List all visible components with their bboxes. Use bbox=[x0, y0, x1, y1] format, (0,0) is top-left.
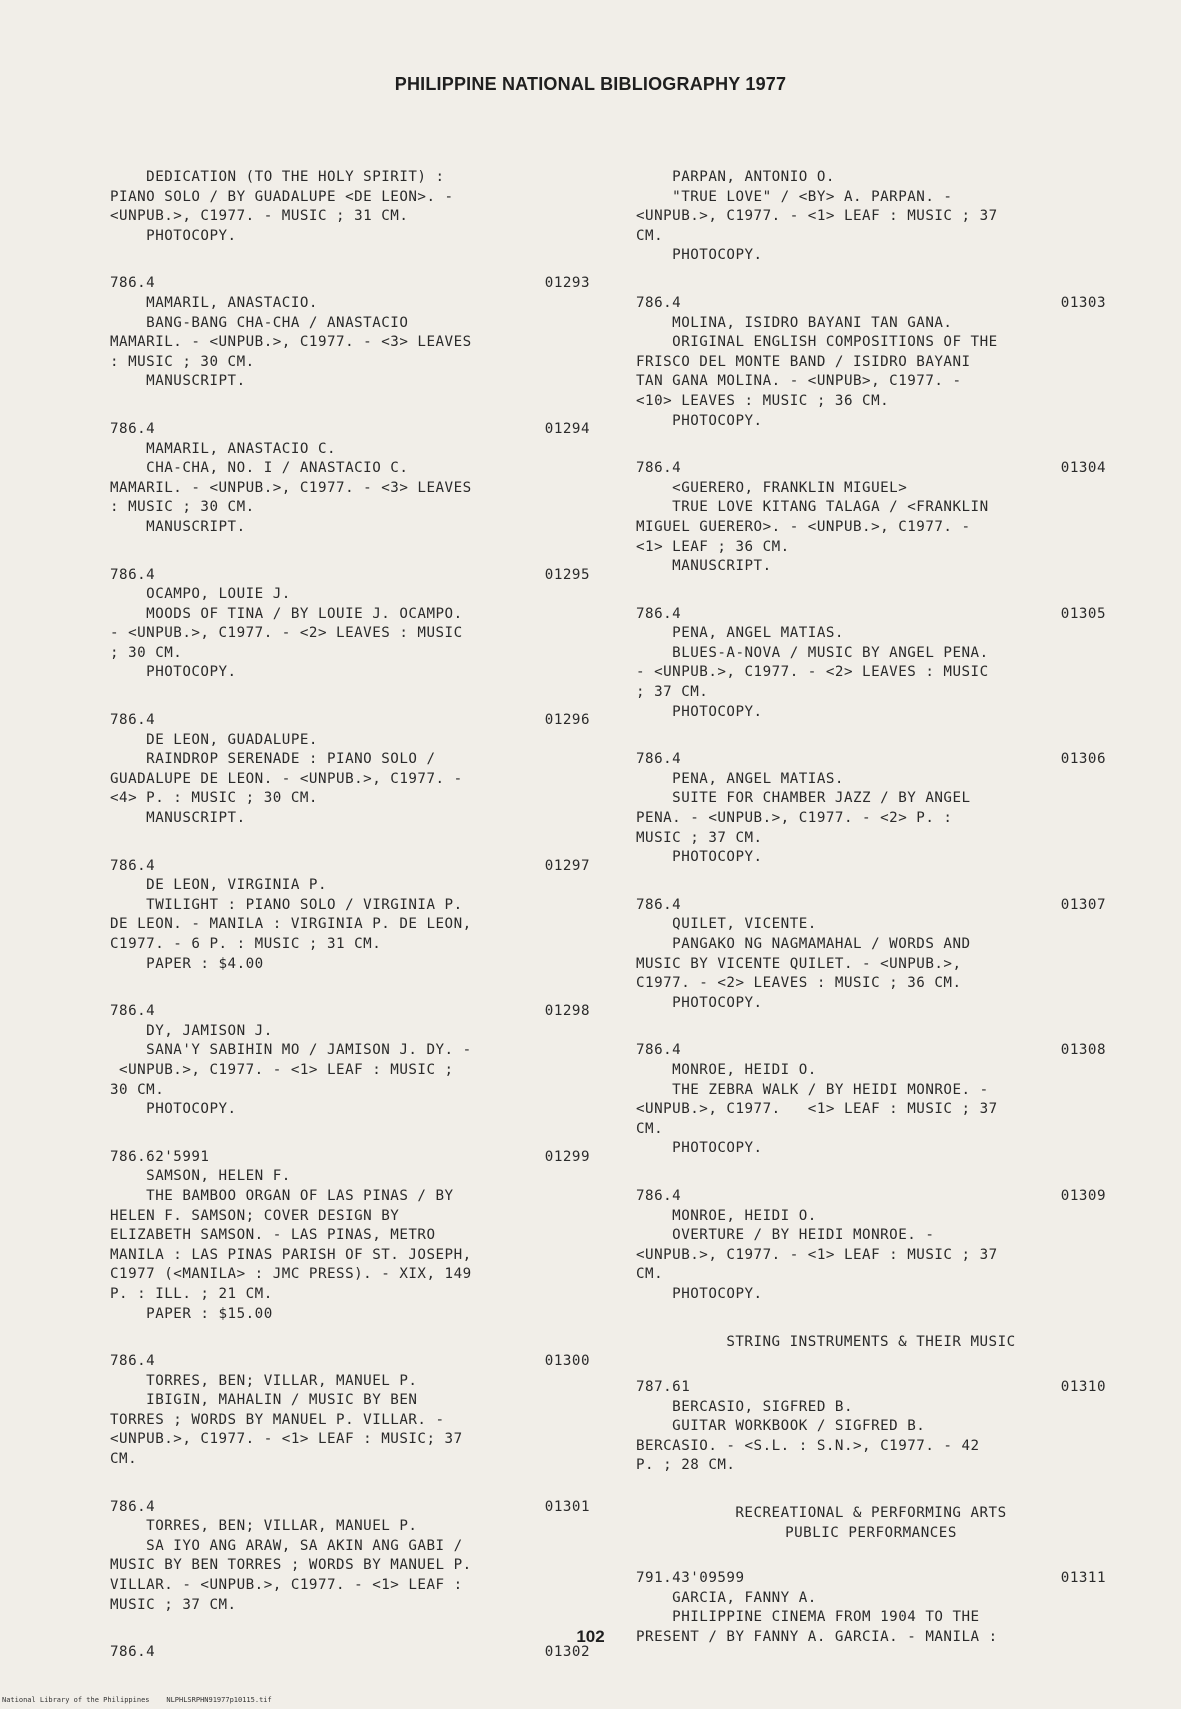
entry-line: PAPER : $4.00 bbox=[110, 955, 264, 972]
call-number: 786.4 bbox=[636, 751, 682, 768]
entry-line: ELIZABETH SAMSON. - LAS PINAS, METRO bbox=[110, 1227, 436, 1244]
entry-line: TRUE LOVE KITANG TALAGA / <FRANKLIN bbox=[636, 499, 989, 516]
entry-number: 01293 bbox=[544, 275, 590, 292]
entry-line: MANUSCRIPT. bbox=[110, 518, 246, 535]
entry-line: PANGAKO NG NAGMAMAHAL / WORDS AND bbox=[636, 936, 971, 952]
entry-header bbox=[636, 459, 1106, 479]
entry-line: FRISCO DEL MONTE BAND / ISIDRO BAYANI bbox=[636, 353, 971, 370]
call-number: 787.61 bbox=[636, 1379, 691, 1396]
entry-line: PRESENT / BY FANNY A. GARCIA. - MANILA : bbox=[636, 1629, 998, 1646]
call-number: 786.4 bbox=[636, 294, 682, 311]
entry-line: GARCIA, FANNY A. bbox=[636, 1589, 817, 1606]
entry-number: 01310 bbox=[1060, 1379, 1106, 1396]
bibliography-entry bbox=[636, 896, 1106, 1014]
subject-heading bbox=[636, 1504, 1106, 1543]
entry-line: <GUERERO, FRANKLIN MIGUEL> bbox=[636, 479, 908, 496]
entry-header bbox=[636, 1041, 1106, 1061]
entry-line: CM. bbox=[636, 227, 664, 244]
call-number: 786.4 bbox=[110, 275, 156, 292]
entry-line: PHOTOCOPY. bbox=[636, 849, 763, 866]
entry-line: DE LEON. - MANILA : VIRGINIA P. DE LEON, bbox=[110, 916, 472, 933]
entry-line: GUADALUPE DE LEON. - <UNPUB.>, C1977. - bbox=[110, 770, 463, 787]
entry-number: 01308 bbox=[1060, 1042, 1106, 1059]
subject-heading bbox=[636, 1333, 1106, 1353]
entry-header bbox=[110, 274, 590, 294]
entry-line: MUSIC BY BEN TORRES ; WORDS BY MANUEL P. bbox=[110, 1557, 472, 1574]
entry-line: IBIGIN, MAHALIN / MUSIC BY BEN bbox=[110, 1392, 418, 1409]
entry-line: DY, JAMISON J. bbox=[110, 1022, 273, 1039]
entry-line: - <UNPUB.>, C1977. - <2> LEAVES : MUSIC bbox=[636, 664, 989, 681]
bibliography-entry bbox=[636, 1378, 1106, 1476]
entry-line: MOLINA, ISIDRO BAYANI TAN GANA. bbox=[636, 314, 953, 331]
entry-line: <1> LEAF ; 36 CM. bbox=[636, 538, 790, 555]
entry-line: PHOTOCOPY. bbox=[636, 1140, 763, 1157]
call-number: 786.4 bbox=[636, 605, 682, 622]
bibliography-entry bbox=[110, 274, 590, 392]
entry-number: 01296 bbox=[544, 712, 590, 729]
entry-line: HELEN F. SAMSON; COVER DESIGN BY bbox=[110, 1207, 400, 1224]
entry-line: MAMARIL, ANASTACIO. bbox=[110, 294, 318, 311]
entry-line: PENA, ANGEL MATIAS. bbox=[636, 625, 844, 642]
entry-line: MUSIC ; 37 CM. bbox=[110, 1596, 237, 1613]
entry-number: 01294 bbox=[544, 420, 590, 437]
entry-line: : MUSIC ; 30 CM. bbox=[110, 499, 255, 516]
entry-line: <UNPUB.>, C1977. - <1> LEAF : MUSIC ; 37 bbox=[636, 208, 998, 225]
call-number: 786.4 bbox=[110, 1003, 156, 1020]
entry-number: 01302 bbox=[544, 1644, 590, 1661]
entry-line: TORRES, BEN; VILLAR, MANUEL P. bbox=[110, 1518, 418, 1535]
entry-number: 01311 bbox=[1060, 1570, 1106, 1587]
entry-line: MANUSCRIPT. bbox=[110, 373, 246, 390]
call-number: 786.4 bbox=[636, 1042, 682, 1059]
entry-line: PHOTOCOPY. bbox=[110, 664, 237, 681]
entry-header bbox=[110, 1148, 590, 1168]
scan-footer: National Library of the Philippines NLPHLSRPHN91977p10115.tif bbox=[2, 1696, 272, 1704]
entry-line: PARPAN, ANTONIO O. bbox=[636, 169, 835, 185]
entry-line: P. : ILL. ; 21 CM. bbox=[110, 1285, 273, 1302]
entry-line: C1977 (<MANILA> : JMC PRESS). - XIX, 149 bbox=[110, 1266, 472, 1283]
call-number: 786.4 bbox=[110, 420, 156, 437]
entry-line: DE LEON, GUADALUPE. bbox=[110, 731, 318, 748]
entry-line: <UNPUB.>, C1977. - <1> LEAF : MUSIC; 37 bbox=[110, 1431, 463, 1448]
entry-header bbox=[110, 1002, 590, 1022]
entry-line: THE BAMBOO ORGAN OF LAS PINAS / BY bbox=[110, 1187, 454, 1204]
entry-header bbox=[636, 750, 1106, 770]
entry-header bbox=[110, 420, 590, 440]
entry-line: MAMARIL, ANASTACIO C. bbox=[110, 440, 337, 457]
entry-line: TWILIGHT : PIANO SOLO / VIRGINIA P. bbox=[110, 896, 463, 913]
entry-line: - <UNPUB.>, C1977. - <2> LEAVES : MUSIC bbox=[110, 625, 463, 642]
bibliography-entry bbox=[636, 1041, 1106, 1159]
entry-line: MANUSCRIPT. bbox=[636, 558, 772, 575]
entry-line: QUILET, VICENTE. bbox=[636, 916, 817, 933]
entry-header bbox=[110, 711, 590, 731]
entry-header bbox=[636, 1187, 1106, 1207]
subject-heading-line: PUBLIC PERFORMANCES bbox=[785, 1524, 957, 1541]
call-number: 786.4 bbox=[636, 896, 682, 913]
entry-header bbox=[636, 1378, 1106, 1398]
entry-header bbox=[110, 857, 590, 877]
entry-line: 30 CM. bbox=[110, 1081, 165, 1098]
entry-line: PIANO SOLO / BY GUADALUPE <DE LEON>. - bbox=[110, 188, 454, 205]
entry-line: OCAMPO, LOUIE J. bbox=[110, 586, 291, 603]
entry-header bbox=[636, 1569, 1106, 1589]
entry-line: MOODS OF TINA / BY LOUIE J. OCAMPO. bbox=[110, 605, 463, 622]
bibliography-entry bbox=[110, 168, 590, 246]
entry-line: DE LEON, VIRGINIA P. bbox=[110, 877, 327, 894]
entry-line: C1977. - <2> LEAVES : MUSIC ; 36 CM. bbox=[636, 975, 962, 992]
page-title: PHILIPPINE NATIONAL BIBLIOGRAPHY 1977 bbox=[394, 74, 787, 94]
entry-line: MIGUEL GUERERO>. - <UNPUB.>, C1977. - bbox=[636, 518, 971, 535]
right-column bbox=[636, 168, 1106, 1676]
entry-number: 01301 bbox=[544, 1498, 590, 1515]
entry-number: 01309 bbox=[1060, 1187, 1106, 1204]
left-column bbox=[110, 168, 590, 1691]
call-number: 786.4 bbox=[636, 460, 682, 477]
bibliography-entry bbox=[110, 1352, 590, 1470]
bibliography-entry bbox=[110, 857, 590, 975]
bibliography-entry bbox=[636, 750, 1106, 868]
entry-line: GUITAR WORKBOOK / SIGFRED B. bbox=[636, 1418, 926, 1435]
bibliography-entry bbox=[636, 294, 1106, 431]
entry-line: <UNPUB.>, C1977. - <1> LEAF : MUSIC ; bbox=[110, 1061, 454, 1078]
entry-number: 01307 bbox=[1060, 896, 1106, 913]
entry-line: MANUSCRIPT. bbox=[110, 810, 246, 827]
bibliography-entry bbox=[110, 420, 590, 538]
bibliography-entry bbox=[636, 168, 1106, 266]
entry-line: BERCASIO. - <S.L. : S.N.>, C1977. - 42 bbox=[636, 1437, 980, 1454]
entry-number: 01297 bbox=[544, 857, 590, 874]
call-number: 786.4 bbox=[110, 1498, 156, 1515]
entry-line: BANG-BANG CHA-CHA / ANASTACIO bbox=[110, 314, 409, 331]
entry-line: CM. bbox=[110, 1451, 138, 1468]
entry-header bbox=[636, 605, 1106, 625]
entry-line: <4> P. : MUSIC ; 30 CM. bbox=[110, 790, 318, 807]
entry-line: BERCASIO, SIGFRED B. bbox=[636, 1398, 853, 1415]
entry-line: DEDICATION (TO THE HOLY SPIRIT) : bbox=[110, 169, 445, 185]
entry-line: MONROE, HEIDI O. bbox=[636, 1207, 817, 1224]
bibliography-entry bbox=[636, 605, 1106, 723]
entry-number: 01300 bbox=[544, 1353, 590, 1370]
entry-line: SAMSON, HELEN F. bbox=[110, 1168, 291, 1185]
entry-line: TAN GANA MOLINA. - <UNPUB>, C1977. - bbox=[636, 373, 962, 390]
entry-line: PENA, ANGEL MATIAS. bbox=[636, 770, 844, 787]
call-number: 786.4 bbox=[110, 1644, 156, 1661]
entry-header bbox=[110, 1352, 590, 1372]
bibliography-entry bbox=[636, 1187, 1106, 1305]
entry-line: ; 30 CM. bbox=[110, 644, 183, 661]
entry-line: PHILIPPINE CINEMA FROM 1904 TO THE bbox=[636, 1609, 980, 1626]
entry-line: PHOTOCOPY. bbox=[636, 703, 763, 720]
entry-line: BLUES-A-NOVA / MUSIC BY ANGEL PENA. bbox=[636, 644, 989, 661]
entry-number: 01303 bbox=[1060, 294, 1106, 311]
bibliography-entry bbox=[110, 1148, 590, 1324]
entry-line: PAPER : $15.00 bbox=[110, 1305, 273, 1322]
entry-line: "TRUE LOVE" / <BY> A. PARPAN. - bbox=[636, 188, 953, 205]
entry-line: CM. bbox=[636, 1266, 664, 1283]
entry-line: TORRES, BEN; VILLAR, MANUEL P. bbox=[110, 1372, 418, 1389]
call-number: 786.62'5991 bbox=[110, 1148, 210, 1165]
entry-line: MAMARIL. - <UNPUB.>, C1977. - <3> LEAVES bbox=[110, 479, 472, 496]
entry-line: MUSIC ; 37 CM. bbox=[636, 829, 763, 846]
entry-line: PENA. - <UNPUB.>, C1977. - <2> P. : bbox=[636, 810, 953, 827]
entry-line: <UNPUB.>, C1977. - <1> LEAF : MUSIC ; 37 bbox=[636, 1246, 998, 1263]
entry-header bbox=[110, 566, 590, 586]
entry-line: CHA-CHA, NO. I / ANASTACIO C. bbox=[110, 460, 409, 477]
entry-number: 01298 bbox=[544, 1003, 590, 1020]
bibliography-entry bbox=[110, 1498, 590, 1616]
entry-line: CM. bbox=[636, 1120, 664, 1137]
entry-number: 01299 bbox=[544, 1148, 590, 1165]
entry-line: PHOTOCOPY. bbox=[636, 1285, 763, 1302]
entry-line: PHOTOCOPY. bbox=[636, 994, 763, 1011]
bibliography-entry bbox=[110, 566, 590, 684]
entry-line: ; 37 CM. bbox=[636, 684, 709, 701]
entry-line: PHOTOCOPY. bbox=[636, 412, 763, 429]
bibliography-entry bbox=[636, 459, 1106, 577]
page-number: 102 bbox=[576, 1627, 605, 1646]
entry-line: <10> LEAVES : MUSIC ; 36 CM. bbox=[636, 392, 890, 409]
entry-header bbox=[636, 896, 1106, 916]
entry-line: PHOTOCOPY. bbox=[110, 227, 237, 244]
subject-heading-line: STRING INSTRUMENTS & THEIR MUSIC bbox=[726, 1333, 1016, 1350]
entry-line: PHOTOCOPY. bbox=[636, 247, 763, 264]
call-number: 786.4 bbox=[110, 566, 156, 583]
entry-number: 01306 bbox=[1060, 751, 1106, 768]
bibliography-entry bbox=[110, 711, 590, 829]
entry-number: 01295 bbox=[544, 566, 590, 583]
entry-line: MONROE, HEIDI O. bbox=[636, 1061, 817, 1078]
entry-line: SANA'Y SABIHIN MO / JAMISON J. DY. - bbox=[110, 1042, 472, 1059]
entry-line: C1977. - 6 P. : MUSIC ; 31 CM. bbox=[110, 936, 382, 952]
entry-line: <UNPUB.>, C1977. <1> LEAF : MUSIC ; 37 bbox=[636, 1101, 998, 1118]
entry-line: MANILA : LAS PINAS PARISH OF ST. JOSEPH, bbox=[110, 1246, 472, 1263]
entry-line: RAINDROP SERENADE : PIANO SOLO / bbox=[110, 751, 436, 768]
entry-line: TORRES ; WORDS BY MANUEL P. VILLAR. - bbox=[110, 1411, 445, 1428]
call-number: 786.4 bbox=[110, 712, 156, 729]
bibliography-entry bbox=[110, 1002, 590, 1120]
entry-line: MUSIC BY VICENTE QUILET. - <UNPUB.>, bbox=[636, 955, 962, 972]
entry-line: SUITE FOR CHAMBER JAZZ / BY ANGEL bbox=[636, 790, 971, 807]
call-number: 786.4 bbox=[110, 1353, 156, 1370]
entry-line: <UNPUB.>, C1977. - MUSIC ; 31 CM. bbox=[110, 208, 409, 225]
entry-header bbox=[636, 294, 1106, 314]
entry-line: MAMARIL. - <UNPUB.>, C1977. - <3> LEAVES bbox=[110, 334, 472, 351]
entry-line: THE ZEBRA WALK / BY HEIDI MONROE. - bbox=[636, 1081, 989, 1098]
subject-heading-line: RECREATIONAL & PERFORMING ARTS bbox=[735, 1505, 1007, 1522]
call-number: 786.4 bbox=[110, 857, 156, 874]
entry-line: PHOTOCOPY. bbox=[110, 1101, 237, 1118]
entry-line: VILLAR. - <UNPUB.>, C1977. - <1> LEAF : bbox=[110, 1577, 463, 1594]
entry-line: ORIGINAL ENGLISH COMPOSITIONS OF THE bbox=[636, 334, 998, 351]
entry-line: OVERTURE / BY HEIDI MONROE. - bbox=[636, 1227, 935, 1244]
call-number: 791.43'09599 bbox=[636, 1570, 745, 1587]
entry-number: 01305 bbox=[1060, 605, 1106, 622]
entry-line: SA IYO ANG ARAW, SA AKIN ANG GABI / bbox=[110, 1537, 463, 1554]
call-number: 786.4 bbox=[636, 1187, 682, 1204]
entry-line: : MUSIC ; 30 CM. bbox=[110, 353, 255, 370]
entry-line: P. ; 28 CM. bbox=[636, 1457, 736, 1474]
entry-number: 01304 bbox=[1060, 460, 1106, 477]
entry-header bbox=[110, 1498, 590, 1518]
